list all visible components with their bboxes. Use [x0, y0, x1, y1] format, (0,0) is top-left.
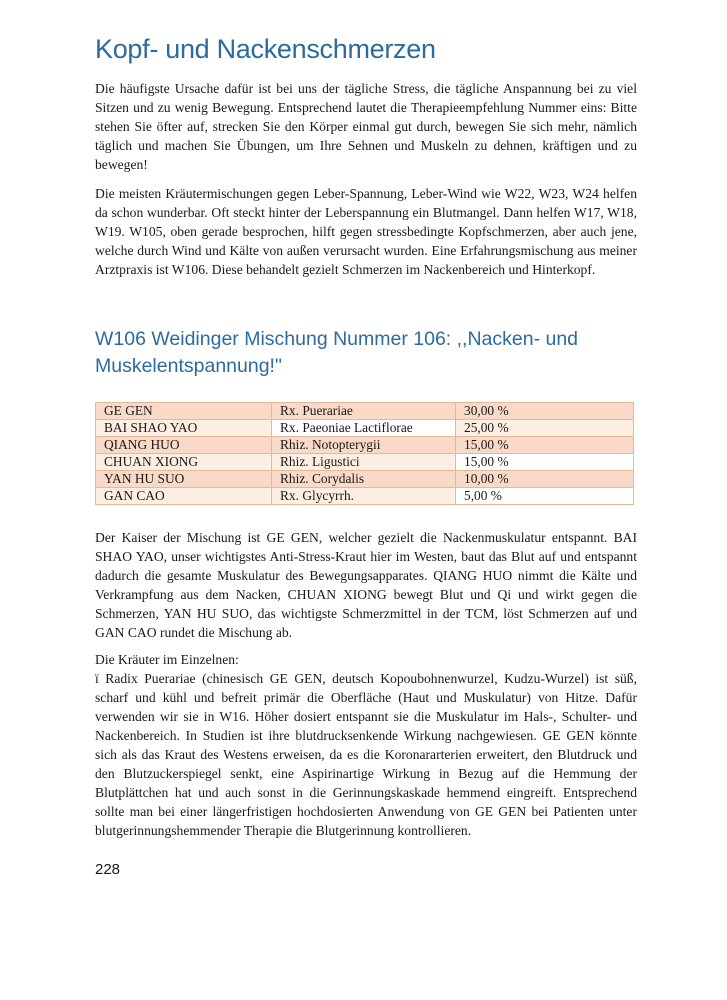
herb-name-cell: CHUAN XIONG: [96, 454, 272, 471]
herb-latin-cell: Rhiz. Ligustici: [272, 454, 456, 471]
herb-latin-cell: Rx. Glycyrrh.: [272, 488, 456, 505]
herb-percent-cell: 10,00 %: [456, 471, 634, 488]
herb-latin-cell: Rhiz. Notopterygii: [272, 437, 456, 454]
page-heading: Kopf- und Nackenschmerzen: [95, 34, 436, 64]
herb-percent-cell: 30,00 %: [456, 403, 634, 420]
herb-percent-cell: 25,00 %: [456, 420, 634, 437]
herbs-detail-intro: Die Kräuter im Einzelnen:: [95, 652, 239, 667]
herb-percent-cell: 15,00 %: [456, 437, 634, 454]
herb-latin-cell: Rhiz. Corydalis: [272, 471, 456, 488]
table-row: [96, 471, 634, 488]
herb-percent-cell: 5,00 %: [456, 488, 634, 505]
recipe-explanation-paragraph: Der Kaiser der Mischung ist GE GEN, welcher gezielt die Nackenmuskulatur entspannt. BAI SHAO YAO, unser wichtigstes Anti-Stress-Kraut hier im Westen, baut das Blut auf und entspannt dadurch die gesamte Muskulatur des Bewegungsapparates. QIANG HUO nimmt die Kälte und Verkrampfung aus dem Nacken, CHUAN XIONG bewegt Blut und Qi und wirkt gegen die Schmerzen, YAN HU SUO, das wichtigste Schmerzmittel in der TCM, löst Schmerzen auf und GAN CAO rundet die Mischung ab.: [95, 530, 637, 640]
herb-table: [95, 402, 634, 505]
herb-latin-cell: Rx. Paeoniae Lactiflorae: [272, 420, 456, 437]
table-row: [96, 403, 634, 420]
herb-name-cell: YAN HU SUO: [96, 471, 272, 488]
intro-paragraph: Die häufigste Ursache dafür ist bei uns der tägliche Stress, die tägliche Anspannung bei zu viel Sitzen und zu wenig Bewegung. Entsprechend lautet die Therapieempfehlung Nummer eins: Bitte stehen Sie öfter auf, strecken Sie den Körper einmal gut durch, bewegen Sie sich mehr, nämlich täglich und machen Sie Übungen, um Ihre Sehnen und Muskeln zu dehnen, kräftigen und zu bewegen!: [95, 81, 637, 172]
table-row: [96, 437, 634, 454]
herb-name-cell: BAI SHAO YAO: [96, 420, 272, 437]
herb-name-cell: GAN CAO: [96, 488, 272, 505]
herb-name-cell: QIANG HUO: [96, 437, 272, 454]
table-row: [96, 420, 634, 437]
herb-percent-cell: 15,00 %: [456, 454, 634, 471]
table-row: [96, 454, 634, 471]
recipe-subheading: W106 Weidinger Mischung Nummer 106: ,,Nacken- und Muskelentspannung!": [95, 328, 579, 377]
herb-latin-cell: Rx. Puerariae: [272, 403, 456, 420]
herbal-mix-paragraph: Die meisten Kräutermischungen gegen Leber-Spannung, Leber-Wind wie W22, W23, W24 helfen da schon wunderbar. Oft steckt hinter der Leberspannung ein Blutmangel. Dann helfen W17, W18, W19. W105, oben gerade besprochen, hilft gegen stressbedingte Kopfschmerzen, aber auch jene, welche durch Wind und Kälte von außen verursacht wurden. Eine Erfahrungsmischung aus meiner Arztpraxis ist W106. Diese behandelt gezielt Schmerzen im Nackenbereich und Hinterkopf.: [95, 186, 637, 277]
herb-name-cell: GE GEN: [96, 403, 272, 420]
page-number: 228: [95, 861, 121, 878]
herbs-detail-paragraph: ï Radix Puerariae (chinesisch GE GEN, deutsch Kopoubohnenwurzel, Kudzu-Wurzel) ist süß, scharf und kühl und befreit primär die Oberfläche (Haut und Muskulatur) von Hitze. Dafür verwenden wir sie in W16. Höher dosiert entspannt sie die Muskulatur im Hals-, Schulter- und Nackenbereich. In Studien ist ihre blutdrucksenkende Wirkung nachgewiesen. GE GEN könnte sich als das Kraut des Westens erweisen, da es die Koronararterien erweitert, den Blutdruck und den Blutzuckerspiegel senkt, eine Aspirinartige Wirkung in Bezug auf die Hemmung der Blutplättchen hat und auch sonst in die Gerinnungskaskade hemmend eingreift. Entsprechend sollte man bei einer längerfristigen hochdosierten Anwendung von GE GEN bei Patienten unter blutgerinnungshemmender Therapie die Blutgerinnung kontrollieren.: [95, 671, 637, 838]
table-row: [96, 488, 634, 505]
